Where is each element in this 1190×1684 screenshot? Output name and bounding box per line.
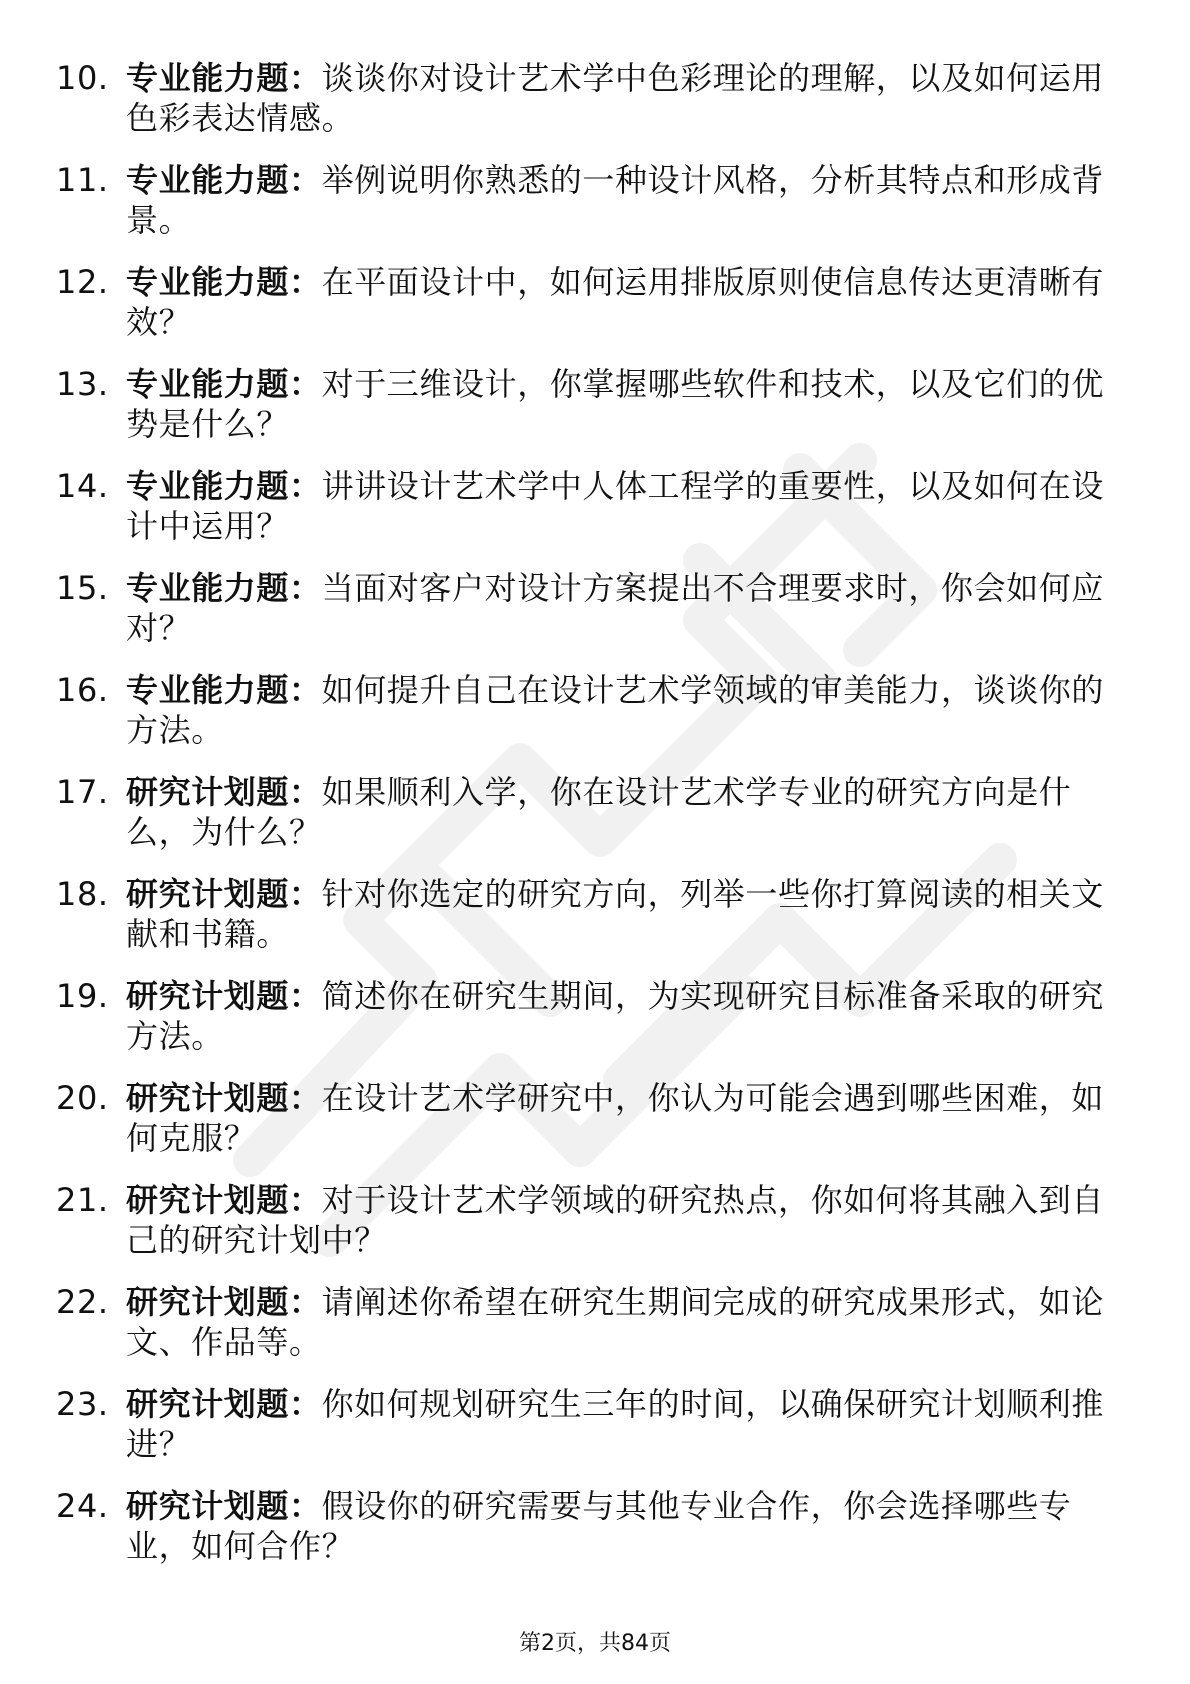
question-item	[56, 670, 1116, 750]
question-text: 对于设计艺术学领域的研究热点，你如何将其融入到自己的研究计划中？	[126, 1181, 1105, 1259]
question-number: 23.	[56, 1385, 109, 1423]
question-item	[56, 874, 1116, 954]
question-number: 13.	[56, 365, 109, 403]
question-category: 专业能力题：	[126, 365, 322, 403]
question-number: 21.	[56, 1181, 109, 1219]
question-text: 简述你在研究生期间，为实现研究目标准备采取的研究方法。	[126, 977, 1105, 1055]
question-text: 如果顺利入学，你在设计艺术学专业的研究方向是什么，为什么？	[126, 773, 1072, 851]
question-category: 专业能力题：	[126, 671, 322, 709]
question-text: 讲讲设计艺术学中人体工程学的重要性，以及如何在设计中运用？	[126, 467, 1105, 545]
question-category: 研究计划题：	[126, 1487, 322, 1525]
question-number: 14.	[56, 467, 109, 505]
question-text: 如何提升自己在设计艺术学领域的审美能力，谈谈你的方法。	[126, 671, 1105, 749]
question-item	[56, 364, 1116, 444]
question-category: 专业能力题：	[126, 263, 322, 301]
question-text: 在设计艺术学研究中，你认为可能会遇到哪些困难，如何克服？	[126, 1079, 1105, 1157]
question-item	[56, 58, 1116, 138]
question-item	[56, 262, 1116, 342]
question-category: 研究计划题：	[126, 773, 322, 811]
question-text: 假设你的研究需要与其他专业合作，你会选择哪些专业，如何合作？	[126, 1487, 1072, 1565]
question-item	[56, 772, 1116, 852]
question-category: 研究计划题：	[126, 977, 322, 1015]
question-number: 17.	[56, 773, 109, 811]
question-item	[56, 976, 1116, 1056]
question-number: 10.	[56, 59, 109, 97]
question-item	[56, 1180, 1116, 1260]
question-item	[56, 466, 1116, 546]
question-item	[56, 160, 1116, 240]
question-category: 专业能力题：	[126, 161, 322, 199]
question-number: 12.	[56, 263, 109, 301]
question-category: 研究计划题：	[126, 1283, 322, 1321]
question-number: 16.	[56, 671, 109, 709]
question-number: 11.	[56, 161, 109, 199]
question-category: 研究计划题：	[126, 1079, 322, 1117]
question-text: 针对你选定的研究方向，列举一些你打算阅读的相关文献和书籍。	[126, 875, 1105, 953]
question-text: 对于三维设计，你掌握哪些软件和技术，以及它们的优势是什么？	[126, 365, 1105, 443]
question-list	[56, 58, 1116, 1588]
page-footer: 第2页，共84页	[519, 1631, 671, 1656]
question-item	[56, 1384, 1116, 1464]
question-item	[56, 1078, 1116, 1158]
question-category: 专业能力题：	[126, 569, 322, 607]
question-number: 19.	[56, 977, 109, 1015]
question-number: 22.	[56, 1283, 109, 1321]
question-number: 15.	[56, 569, 109, 607]
question-number: 20.	[56, 1079, 109, 1117]
question-category: 研究计划题：	[126, 875, 322, 913]
question-text: 谈谈你对设计艺术学中色彩理论的理解，以及如何运用色彩表达情感。	[126, 59, 1105, 137]
question-text: 当面对客户对设计方案提出不合理要求时，你会如何应对？	[126, 569, 1105, 647]
question-text: 在平面设计中，如何运用排版原则使信息传达更清晰有效？	[126, 263, 1105, 341]
question-number: 24.	[56, 1487, 109, 1525]
question-category: 研究计划题：	[126, 1385, 322, 1423]
question-category: 专业能力题：	[126, 59, 322, 97]
question-category: 专业能力题：	[126, 467, 322, 505]
question-number: 18.	[56, 875, 109, 913]
question-item	[56, 1486, 1116, 1566]
question-item	[56, 568, 1116, 648]
question-category: 研究计划题：	[126, 1181, 322, 1219]
question-text: 请阐述你希望在研究生期间完成的研究成果形式，如论文、作品等。	[126, 1283, 1105, 1361]
question-text: 你如何规划研究生三年的时间，以确保研究计划顺利推进？	[126, 1385, 1105, 1463]
question-item	[56, 1282, 1116, 1362]
question-text: 举例说明你熟悉的一种设计风格，分析其特点和形成背景。	[126, 161, 1105, 239]
